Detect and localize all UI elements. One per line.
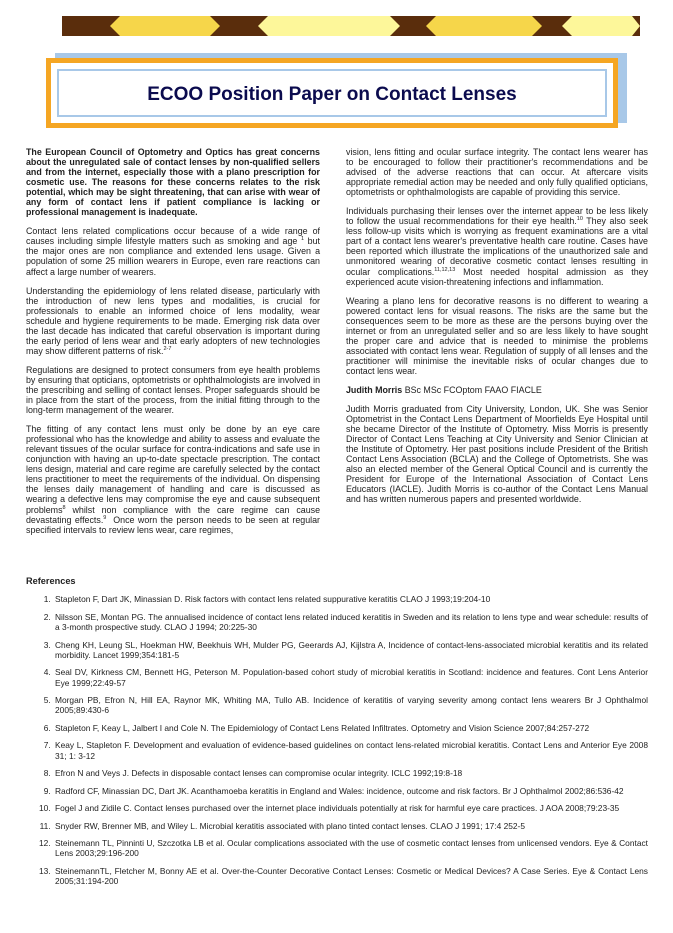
- author-name: Judith Morris: [346, 384, 403, 395]
- reference-item: 10. Fogel J and Zidile C. Contact lenses purchased over the internet place individuals potentially at risk for harmful eye care practices. J AOA 2008;79:23-35: [53, 803, 648, 813]
- right-column: [346, 147, 648, 514]
- reference-item: 3. Cheng KH, Leung SL, Hoekman HW, Beekhuis WH, Mulder PG, Geerards AJ, Kijlstra A, Incidence of contact-lens-associated microbial keratitis and its related morbidity. Lancet 1999;354:181-5: [53, 640, 648, 661]
- reference-item: 9. Radford CF, Minassian DC, Dart JK. Acanthamoeba keratitis in England and Wales: incidence, outcome and risk factors. Br J Ophthalmol 2002;86:536-42: [53, 786, 648, 796]
- author-line: [346, 385, 648, 395]
- paragraph-internet: Individuals purchasing their lenses over the internet appear to be less likely to follow the usual recommendations for their eye health.$^{10}$ They also seek less follow-up visits which is worrying as frequent examinations are a vital part of a contact lens wearer's preventative health care routine. Cases have been reported which illustrate the implications of the unauthorized sale and unmonitored wearing of decorative cosmetic contact lenses resulting in ocular complications.$^{11,12,13}$ Most needed hospital admission as they experienced acute vision-threatening infections and inflammation.: [346, 206, 649, 287]
- paragraph-plano-lens: Wearing a plano lens for decorative reasons is no different to wearing a powered contact lens for visual reasons. The risks are the same but the consequences seem to be more as these are the persons buying over the internet or from an unregulated seller and so are less likely to have sought the proper care and advice that is needed to minimise the problems associated with contact lens wear. Regulation of supply of all lenses and the practitioner will minimise the inevitable risks of ocular changes due to contact lens wear.: [346, 295, 648, 376]
- author-bio: Judith Morris graduated from City University, London, UK. She was Senior Optometrist in the Contact Lens Department of Moorfields Eye Hospital until she became Director of the Institute of Optometry. Miss Morris is presently Director of Contact Lens Teaching at City University and Senior Clinician at the Institute of Optometry. Her past positions include President of the British Contact Lens Association (BCLA) and the College of Optometrists. She was also an elected member of the General Optical Council and is currently the President for Europe of the International Association of Contact Lens Educators (IACLE). Judith Morris is co-author of the Contact Lens Manual and has written numerous papers and presented worldwide.: [346, 404, 648, 505]
- reference-item: 8. Efron N and Veys J. Defects in disposable contact lenses can compromise ocular integrity. ICLC 1992;19:8-18: [53, 768, 648, 778]
- reference-item: 2. Nilsson SE, Montan PG. The annualised incidence of contact lens related induced keratitis in Sweden and its relation to lens type and wear schedule: results of a 3-month prospective study. CLAO J 1994; 20:225-30: [53, 612, 648, 633]
- intro-paragraph: The European Council of Optometry and Optics has great concerns about the unregulated sale of contact lenses by non-qualified sellers and from the internet, especially those with a plano prescription for cosmetic use. The reasons for these concerns relates to the risk potential, which may be sight threatening, that can arise with wear of any form of contact lens if patient compliance is lacking or professional management is inadequate.: [26, 147, 320, 218]
- reference-item: 12. Steinemann TL, Pinninti U, Szczotka LB et al. Ocular complications associated with the use of cosmetic contact lenses from unlicensed vendors. Eye & Contact Lens 2003;29:196-200: [53, 838, 648, 859]
- reference-item: 13. SteinemannTL, Fletcher M, Bonny AE et al. Over-the-Counter Decorative Contact Lenses: Cosmetic or Medical Devices? A Case Series. Eye & Contact Lens 2005;31:194-200: [53, 866, 648, 887]
- paragraph-regulations: Regulations are designed to protect consumers from eye health problems by ensuring that opticians, optometrists or ophthalmologists are involved in the prescribing and selling of contact lenses. Proper safeguards should be in place from the start of the process, from the initial fitting through to the long-term management of the wearer.: [26, 364, 320, 416]
- paragraph-fitting: The fitting of any contact lens must only be done by an eye care professional who has the knowledge and ability to assess and evaluate the relevant tissues of the ocular surface for contra-indications and safe use in conjunction with having an up-to-date spectacle prescription. The contact lens design, material and care regime are carefully selected by the contact lens practitioner to meet the requirements of the individual. On dispensing the lenses daily management of handling and care is discussed as wearing a defective lens may compromise the eye and cause subsequent problems$^8$ whilst non compliance with the care regime can cause devastating effects.$^9$ Once worn the person needs to be seen at regular specified intervals to review lens wear, care regimes,: [26, 424, 321, 535]
- decorative-header-band: [62, 16, 640, 36]
- references-section: [26, 576, 648, 894]
- title-box: [46, 58, 618, 128]
- reference-item: 11. Snyder RW, Brenner MB, and Wiley L. Microbial keratitis associated with plano tinted contact lenses. CLAO J 1991; 17:4 252-5: [53, 821, 648, 831]
- references-list: [26, 594, 648, 886]
- reference-item: 6. Stapleton F, Keay L, Jalbert I and Cole N. The Epidemiology of Contact Lens Related Infiltrates. Optometry and Vision Science 2007;84:257-272: [53, 723, 648, 733]
- page-title: ECOO Position Paper on Contact Lenses: [147, 84, 517, 105]
- paragraph-aftercare: vision, lens fitting and ocular surface integrity. The contact lens wearer has to be encouraged to follow their practitioner's recommendations and be advised of the adverse reactions that can occur. At aftercare visits appropriate remedial action may be needed and only fully qualified opticians, optometrists or ophthalmologists are capable of providing this service.: [346, 147, 648, 198]
- reference-item: 4. Seal DV, Kirkness CM, Bennett HG, Peterson M. Population-based cohort study of microbial keratitis in Scotland: incidence and features. Cont Lens Anterior Eye 1999;22:49-57: [53, 667, 648, 688]
- references-heading: References: [26, 576, 76, 586]
- author-qualifications: BSc MSc FCOptom FAAO FIACLE: [404, 384, 542, 395]
- left-column: [26, 147, 320, 544]
- reference-item: 5. Morgan PB, Efron N, Hill EA, Raynor MK, Whiting MA, Tullo AB. Incidence of keratitis of varying severity among contact lens wearers Br J Ophthalmol 2005;89:430-6: [53, 695, 648, 716]
- title-inner-frame: [57, 69, 607, 117]
- reference-item: 7. Keay L, Stapleton F. Development and evaluation of evidence-based guidelines on contact lens-related microbial keratitis. Contact Lens and Anterior Eye 2008 31; 1: 3-12: [53, 740, 648, 761]
- paragraph-complications: Contact lens related complications occur because of a wide range of causes including simple lifestyle matters such as smoking and age $^1$ but the major ones are non compliance and extended lens usage. Given a population of some 25 million wearers in Europe, even rare reactions can affect a large number of wearers.: [26, 226, 320, 277]
- reference-item: 1. Stapleton F, Dart JK, Minassian D. Risk factors with contact lens related suppurative keratitis CLAO J 1993;19:204-10: [53, 594, 648, 604]
- paragraph-epidemiology: Understanding the epidemiology of lens related disease, particularly with the introduction of new lens types and modalities, is crucial for professionals to enable an informed choice of lens modality, wear schedule and hygiene requirements to be made. Emerging risk data over the last decade has indicated that careful observation is important during the early period of lens wear and that early adopters of new technologies may show different patterns of risk.$^{2-7}$: [26, 285, 320, 356]
